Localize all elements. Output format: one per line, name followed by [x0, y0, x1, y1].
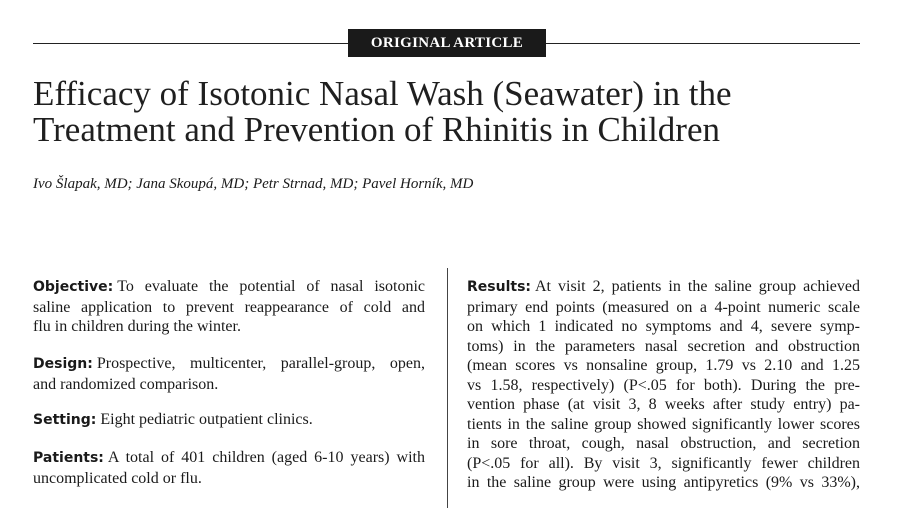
article-title	[33, 76, 873, 148]
abstract-line: saline application to prevent reappearance of cold and	[33, 298, 425, 316]
abstract-line	[467, 277, 860, 298]
abstract-line: (mean scores vs nonsaline group, 1.79 vs 2.10 and 1.25	[467, 357, 860, 374]
abstract-line: in sore throat, cough, nasal obstruction, and secretion	[467, 435, 860, 452]
abstract-line	[33, 448, 425, 469]
title-line-2: Treatment and Prevention of Rhinitis in Children	[33, 110, 720, 149]
abstract-line: in the saline group were using antipyretics (9% vs 33%),	[467, 474, 860, 491]
abstract-design	[33, 354, 425, 394]
abstract-line: tients in the saline group showed significantly lower scores	[467, 415, 860, 433]
abstract-text: At visit 2, patients in the saline group achieved	[535, 278, 860, 295]
abstract-line	[33, 354, 425, 375]
abstract-line: flu in children during the winter.	[33, 318, 241, 335]
abstract-objective	[33, 277, 425, 337]
abstract-line	[33, 277, 425, 298]
abstract-line: on which 1 indicated no symptoms and 4, severe symp-	[467, 318, 860, 335]
abstract-line: vs 1.58, respectively) (P<.05 for both). During the pre-	[467, 376, 860, 394]
abstract-line	[33, 410, 425, 431]
objective-label: Objective:	[33, 279, 114, 295]
abstract-results	[467, 277, 860, 493]
setting-label: Setting:	[33, 412, 97, 428]
abstract-text: Eight pediatric outpatient clinics.	[100, 411, 313, 428]
abstract-patients	[33, 448, 425, 488]
abstract-line: (P<.05 for all). By visit 3, significantly fewer children	[467, 454, 860, 472]
design-label: Design:	[33, 356, 93, 372]
abstract-line: vention phase (at visit 3, 8 weeks after study entry) pa-	[467, 396, 860, 413]
section-label: ORIGINAL ARTICLE	[370, 34, 524, 51]
abstract-text: To evaluate the potential of nasal isotonic	[117, 278, 425, 295]
abstract-text: Prospective, multicenter, parallel-group, open,	[96, 355, 425, 372]
abstract-line: toms) in the parameters nasal secretion and obstruction	[467, 337, 860, 355]
results-label: Results:	[467, 279, 531, 295]
abstract-line: primary end points (measured on a 4-point numeric scale	[467, 298, 860, 316]
author-list: Ivo Šlapak, MD; Jana Skoupá, MD; Petr Strnad, MD; Pavel Horník, MD	[33, 176, 474, 192]
abstract-text: A total of 401 children (aged 6-10 years) with	[107, 449, 425, 466]
section-label-box	[348, 29, 546, 57]
abstract-line: and randomized comparison.	[33, 375, 219, 393]
abstract-line: uncomplicated cold or flu.	[33, 469, 202, 487]
patients-label: Patients:	[33, 450, 104, 466]
column-divider	[447, 268, 448, 508]
abstract-setting	[33, 410, 425, 431]
title-line-1: Efficacy of Isotonic Nasal Wash (Seawater) in the	[33, 74, 732, 113]
